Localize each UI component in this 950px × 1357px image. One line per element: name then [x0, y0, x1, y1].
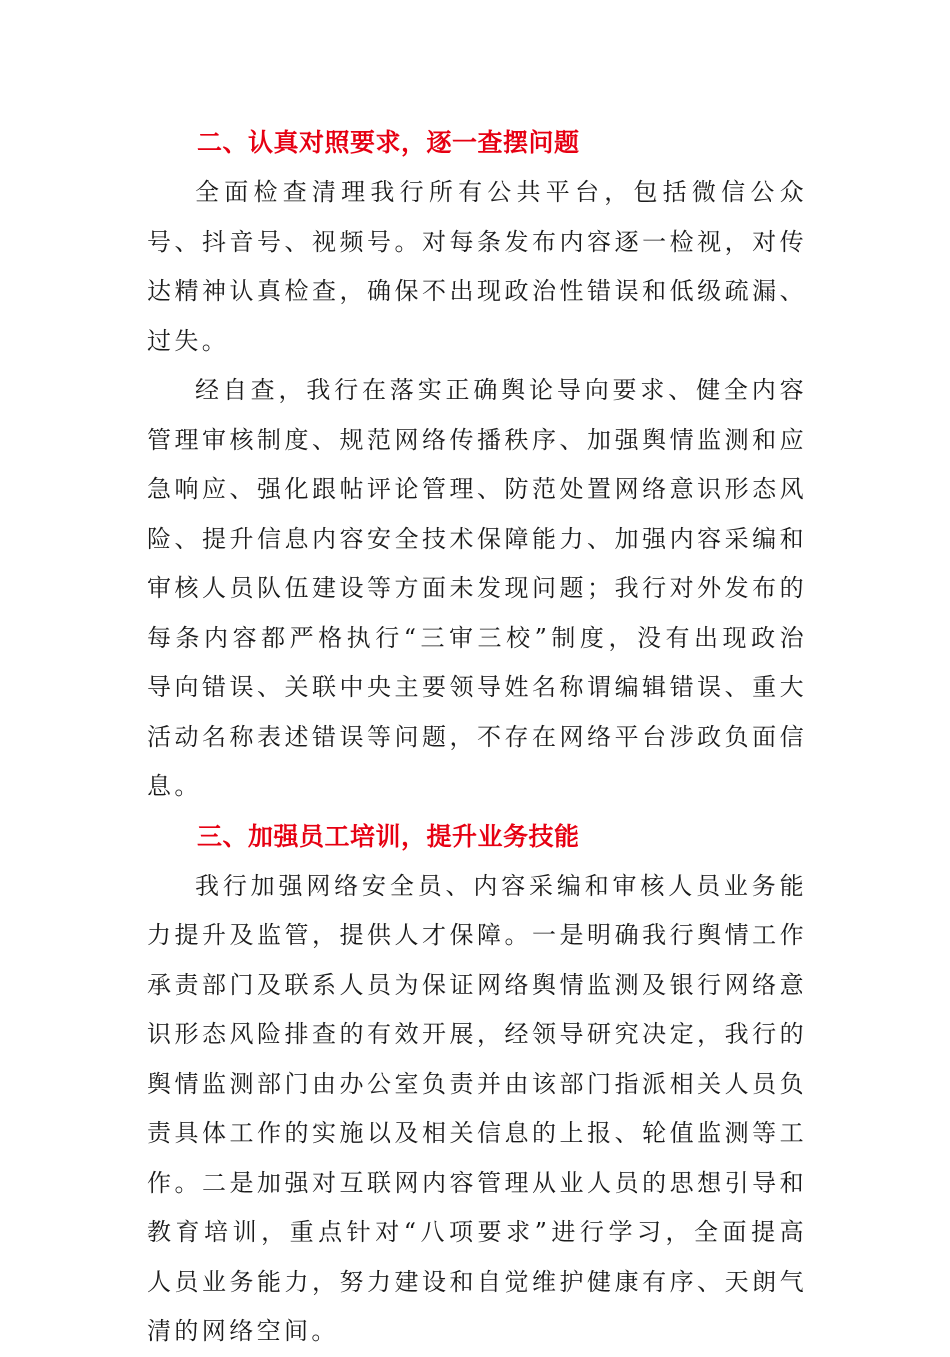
paragraph-2-2: 经自查，我行在落实正确舆论导向要求、健全内容管理审核制度、规范网络传播秩序、加强舆情监测和应急响应、强化跟帖评论管理、防范处置网络意识形态风险、提升信息内容安全技术保障能力、加强内容采编和审核人员队伍建设等方面未发现问题；我行对外发布的每条内容都严格执行“三审三校”制度，没有出现政治导向错误、关联中央主要领导姓名称谓编辑错误、重大活动名称表述错误等问题，不存在网络平台涉政负面信息。 — [147, 376, 807, 800]
paragraph-3-1: 我行加强网络安全员、内容采编和审核人员业务能力提升及监管，提供人才保障。一是明确我行舆情工作承责部门及联系人员为保证网络舆情监测及银行网络意识形态风险排查的有效开展，经领导研究决定，我行的舆情监测部门由办公室负责并由该部门指派相关人员负责具体工作的实施以及相关信息的上报、轮值监测等工作。二是加强对互联网内容管理从业人员的思想引导和教育培训，重点针对“八项要求”进行学习，全面提高人员业务能力，努力建设和自觉维护健康有序、天朗气清的网络空间。 — [147, 871, 807, 1345]
paragraph-2-1: 全面检查清理我行所有公共平台，包括微信公众号、抖音号、视频号。对每条发布内容逐一检视，对传达精神认真检查，确保不出现政治性错误和低级疏漏、过失。 — [147, 178, 807, 355]
section-heading-2: 二、认真对照要求，逐一查摆问题 — [197, 128, 580, 157]
document-page — [147, 118, 807, 1357]
section-heading-3: 三、加强员工培训，提升业务技能 — [197, 821, 580, 851]
